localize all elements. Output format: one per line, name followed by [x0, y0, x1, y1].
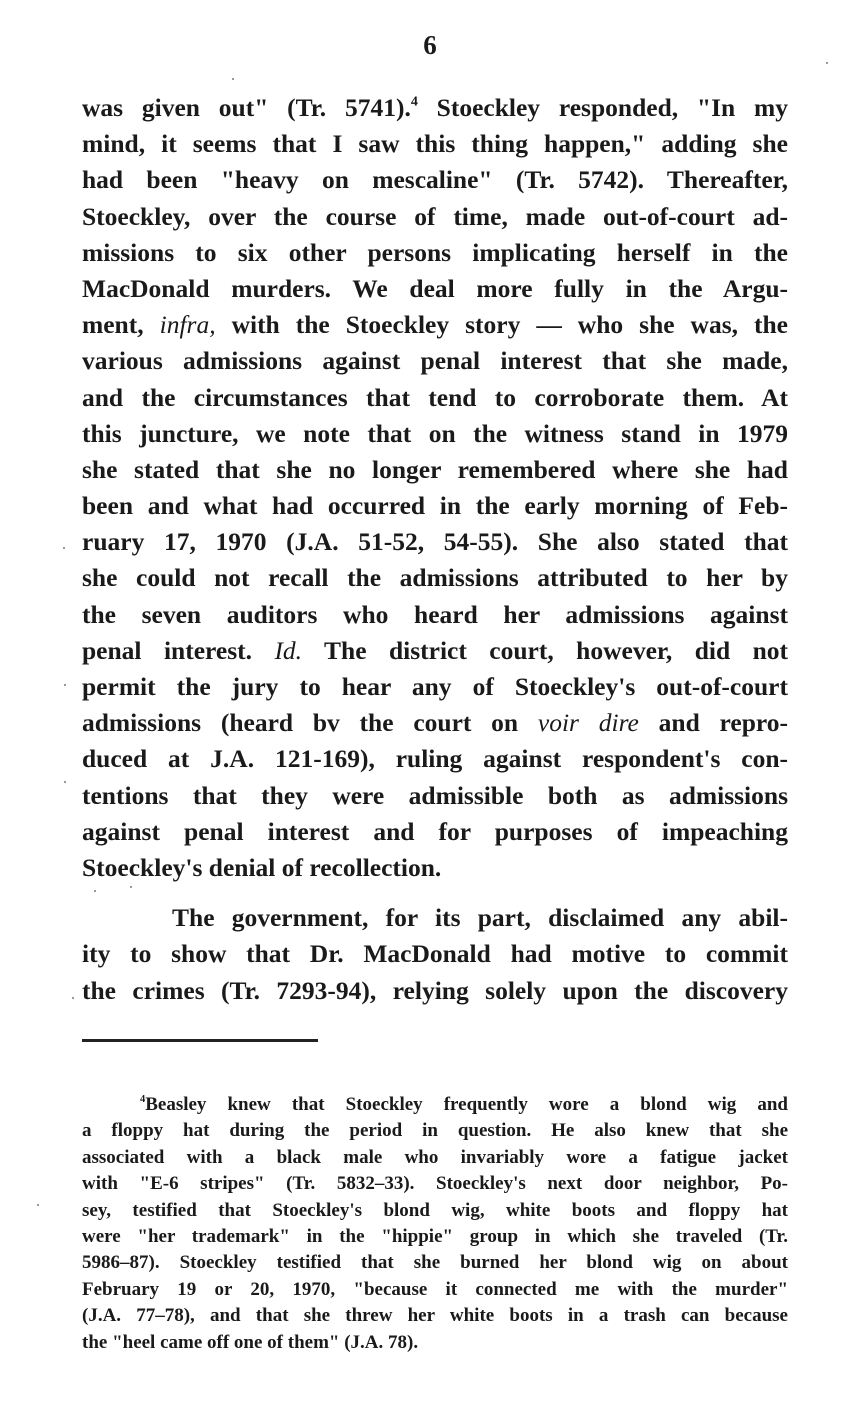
paragraph-1: [82, 90, 788, 886]
scan-speck: [826, 62, 828, 64]
text-line: and the circumstances that tend to corroborate them. At: [82, 382, 788, 412]
text-line: Stoeckley, over the course of time, made out-of-court ad-: [82, 201, 788, 231]
text-line: been and what had occurred in the early morning of Feb-: [82, 491, 788, 521]
scan-speck: [130, 886, 132, 888]
text-run: The district court, however, did not: [302, 635, 788, 665]
scan-speck: [72, 997, 74, 999]
text-line: MacDonald murders. We deal more fully in the Argu-: [82, 273, 788, 303]
scan-speck: [94, 890, 96, 892]
italic-term: Id.: [274, 635, 303, 665]
text-line: the seven auditors who heard her admissions against: [82, 599, 788, 629]
text-run: was given out" (Tr. 5741).: [82, 93, 411, 122]
body-text: [82, 90, 788, 1009]
footnote-line: associated with a black male who invariably wore a fatigue jacket: [82, 1146, 788, 1168]
text-line: The government, for its part, disclaimed any abil-: [172, 903, 788, 933]
italic-term: infra,: [159, 310, 216, 340]
footnote-line: (J.A. 77–78), and that she threw her white boots in a trash can because: [82, 1305, 788, 1327]
text-line: had been "heavy on mescaline" (Tr. 5742). Thereafter,: [82, 165, 788, 195]
italic-term: voir dire: [537, 708, 639, 738]
scan-speck: [64, 684, 66, 686]
footnote-marker: 4: [140, 1094, 146, 1106]
scan-speck: [64, 781, 66, 783]
footnote-line: 5986–87). Stoeckley testified that she burned her blond wig on about: [82, 1252, 788, 1274]
text-run: Beasley knew that Stoeckley frequently wore a blond wig and: [145, 1094, 788, 1115]
paragraph-gap: [82, 886, 788, 900]
footnote-line: were "her trademark" in the "hippie" group in which she traveled (Tr.: [82, 1225, 788, 1247]
text-line: various admissions against penal interest that she made,: [82, 346, 788, 376]
text-run: with the Stoeckley story — who she was, the: [215, 310, 788, 340]
text-line: the crimes (Tr. 7293-94), relying solely upon the discovery: [82, 975, 788, 1005]
text-line: missions to six other persons implicating herself in the: [82, 237, 788, 267]
text-line: permit the jury to hear any of Stoeckley's out-of-court: [82, 672, 788, 701]
text-run: Stoeckley responded, "In my: [417, 93, 788, 122]
footnote-reference[interactable]: 4: [410, 94, 418, 110]
text-line: Stoeckley's denial of recollection.: [82, 852, 442, 882]
text-run: penal interest.: [82, 635, 275, 665]
text-line: this juncture, we note that on the witness stand in 1979: [82, 418, 788, 448]
text-line: mind, it seems that I saw this thing happen," adding she: [82, 129, 788, 159]
footnote-line: a floppy hat during the period in question. He also knew that she: [82, 1120, 788, 1142]
text-line: she could not recall the admissions attributed to her by: [82, 563, 788, 593]
text-run: admissions (heard bv the court on: [82, 708, 538, 738]
scan-speck: [63, 547, 65, 549]
footnote-4: [82, 1092, 788, 1356]
text-line: against penal interest and for purposes of impeaching: [82, 816, 788, 846]
text-run: and repro-: [638, 708, 788, 738]
footnote-line: [82, 1092, 788, 1118]
footnote-line: the "heel came off one of them" (J.A. 78).: [82, 1331, 419, 1353]
text-line: she stated that she no longer remembered where she had: [82, 454, 788, 484]
text-line: [82, 705, 788, 741]
paragraph-2: [82, 900, 788, 1009]
text-run: ment,: [82, 310, 160, 340]
scan-speck: [37, 1204, 39, 1206]
text-line: tentions that they were admissible both as admissions: [82, 780, 788, 810]
footnote-line: sey, testified that Stoeckley's blond wig, white boots and floppy hat: [82, 1199, 788, 1221]
footnote-line: with "E-6 stripes" (Tr. 5832–33). Stoeckley's next door neighbor, Po-: [82, 1173, 788, 1195]
text-line: [82, 307, 788, 343]
footnote-divider: [82, 1039, 318, 1042]
text-line: [82, 90, 788, 126]
scan-speck: [232, 78, 234, 80]
page-number: 6: [423, 30, 437, 60]
text-line: ruary 17, 1970 (J.A. 51-52, 54-55). She also stated that: [82, 527, 788, 557]
text-line: ity to show that Dr. MacDonald had motive to commit: [82, 939, 788, 969]
text-line: duced at J.A. 121-169), ruling against respondent's con-: [82, 744, 788, 774]
text-line: [82, 633, 788, 669]
footnote-line: February 19 or 20, 1970, "because it connected me with the murder": [82, 1278, 788, 1300]
